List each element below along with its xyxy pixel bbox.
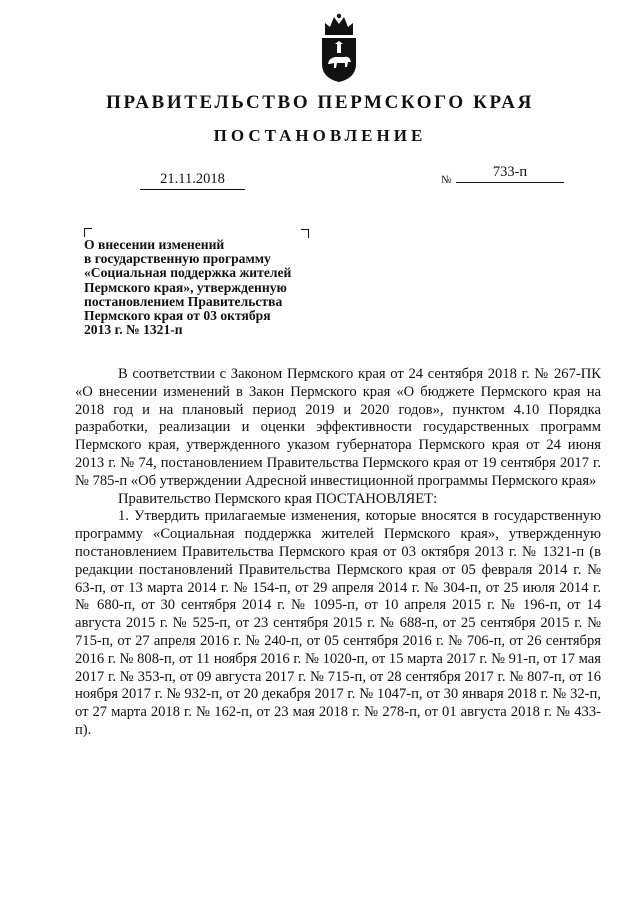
- government-title: ПРАВИТЕЛЬСТВО ПЕРМСКОГО КРАЯ: [106, 92, 534, 113]
- document-body: [75, 366, 601, 740]
- subject-line: О внесении изменений: [84, 237, 225, 252]
- subject-line: Пермского края от 03 октября: [84, 308, 271, 324]
- document-date: 21.11.2018: [140, 171, 245, 190]
- document-number: 733-п: [456, 164, 564, 183]
- subject-line: в государственную программу: [84, 251, 271, 267]
- clause-1-paragraph: 1. Утвердить прилагаемые изменения, которые вносятся в государственную программу «Социальная поддержка жителей Пермского края», утвержденную постановлением Правительства Пермского края от 03 октября 2013 г. № 1321-п (в редакции постановлений Правительства Пермского края от 05 февраля 2014 г. № 63-п, от 13 марта 2014 г. № 154-п, от 29 апреля 2014 г. № 304-п, от 25 июля 2014 г. № 680-п, от 30 сентября 2014 г. № 1095-п, от 10 апреля 2015 г. № 196-п, от 14 августа 2015 г. № 525-п, от 23 сентября 2015 г. № 688-п, от 25 сентября 2015 г. № 715-п, от 27 апреля 2016 г. № 240-п, от 05 сентября 2016 г. № 706-п, от 26 сентября 2016 г. № 808-п, от 11 ноября 2016 г. № 1020-п, от 15 марта 2017 г. № 91-п, от 17 мая 2017 г. № 353-п, от 09 августа 2017 г. № 715-п, от 28 сентября 2017 г. № 807-п, от 16 ноября 2017 г. № 932-п, от 20 декабря 2017 г. № 1047-п, от 30 января 2018 г. № 32-п, от 27 марта 2018 г. № 162-п, от 23 мая 2018 г. № 278-п, от 01 августа 2018 г. № 433-п).: [75, 508, 601, 738]
- subject-line: «Социальная поддержка жителей: [84, 265, 292, 281]
- resolution-paragraph: Правительство Пермского края ПОСТАНОВЛЯЕТ:: [118, 490, 438, 507]
- subject-corner-right: [301, 229, 309, 238]
- number-sign: №: [441, 174, 452, 186]
- document-type: ПОСТАНОВЛЕНИЕ: [213, 126, 427, 145]
- subject-line: 2013 г. № 1321-п: [84, 322, 183, 338]
- document-subject: [84, 238, 334, 337]
- subject-line: постановлением Правительства: [84, 293, 283, 309]
- subject-line: Пермского края», утвержденную: [84, 279, 287, 295]
- preamble-paragraph: В соответствии с Законом Пермского края от 24 сентября 2018 г. № 267-ПК «О внесении изменений в Закон Пермского края «О бюджете Пермского края на 2018 год и на плановый период 2019 и 2020 годов», пунктом 4.10 Порядка разработки, реализации и оценки эффективности государственных программ Пермского края, утвержденного указом губернатора Пермского края от 24 июня 2013 г. № 74, постановлением Правительства Пермского края от 19 сентября 2017 г. № 785-п «Об утверждении Адресной инвестиционной программы Пермского края»: [75, 366, 601, 489]
- subject-corner-left: [84, 228, 92, 237]
- coat-of-arms-emblem: [317, 12, 361, 84]
